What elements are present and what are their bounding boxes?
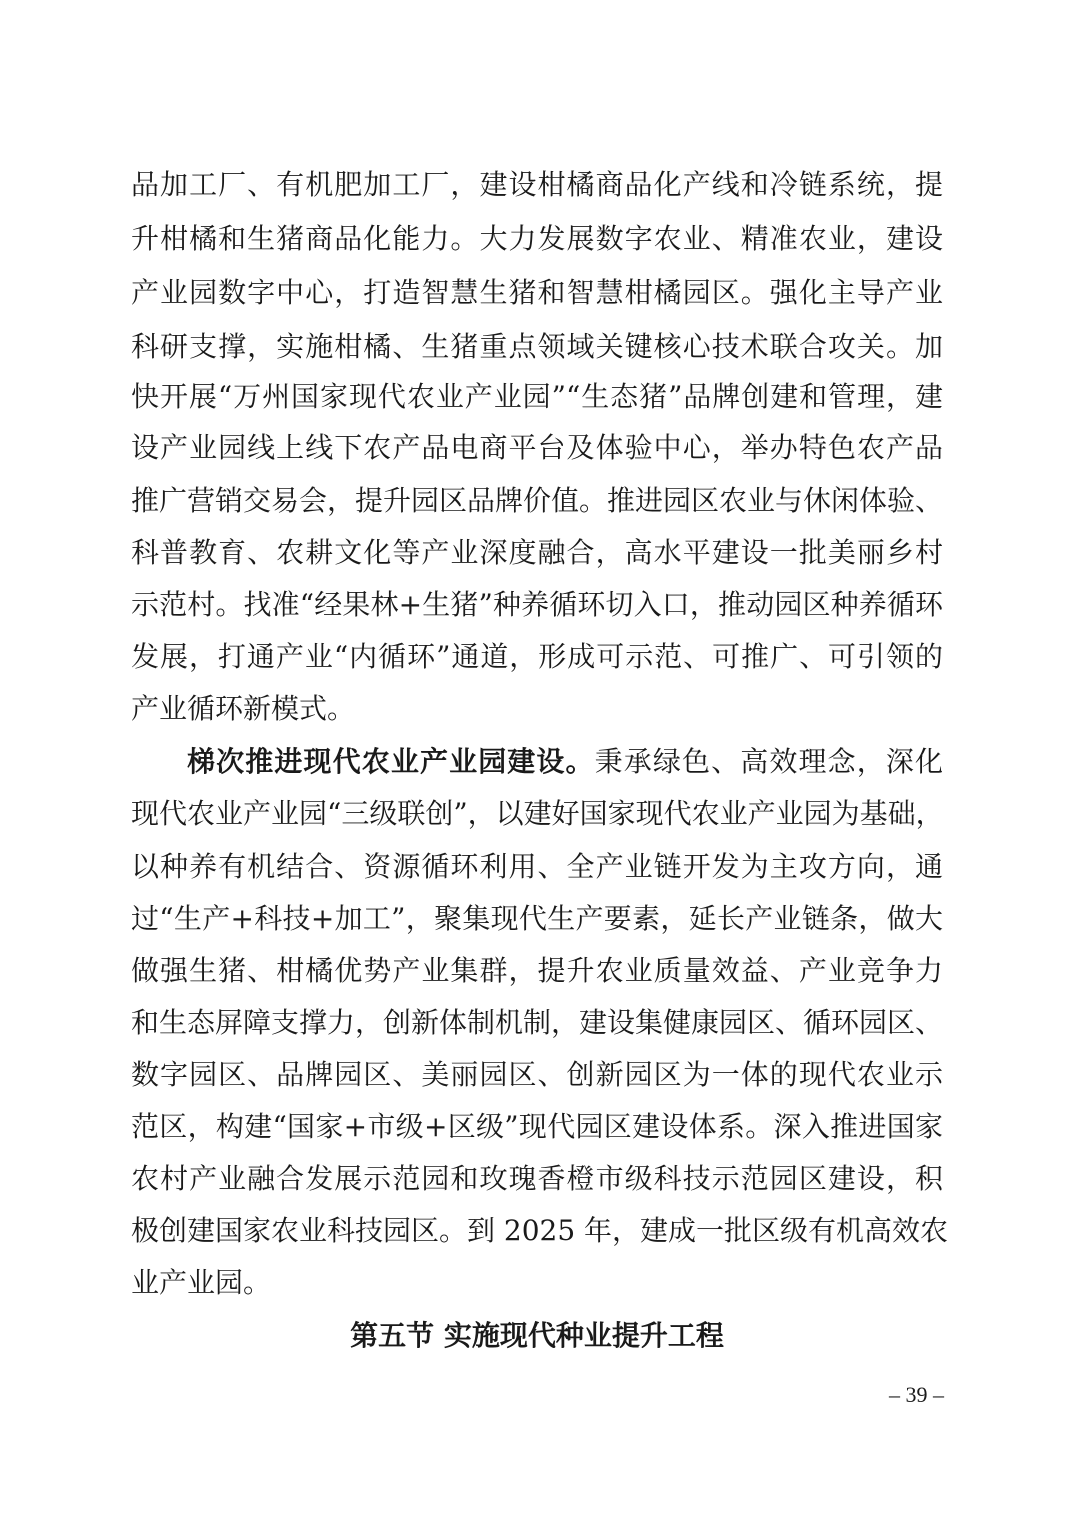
text-line: 农村产业融合发展示范园和玫瑰香橙市级科技示范园区建设，积 bbox=[131, 1162, 943, 1195]
page-number: – 39 – bbox=[889, 1382, 944, 1407]
section-heading: 第五节 实施现代种业提升工程 bbox=[350, 1319, 724, 1352]
text-line: 发展，打通产业“内循环”通道，形成可示范、可推广、可引领的 bbox=[131, 640, 943, 673]
text-line: 品加工厂、有机肥加工厂，建设柑橘商品化产线和冷链系统，提 bbox=[131, 168, 943, 201]
text-line: 极创建国家农业科技园区。到 2025 年，建成一批区级有机高效农 bbox=[131, 1214, 949, 1247]
text-line: 升柑橘和生猪商品化能力。大力发展数字农业、精准农业，建设 bbox=[131, 222, 943, 255]
text-line: 数字园区、品牌园区、美丽园区、创新园区为一体的现代农业示 bbox=[131, 1058, 943, 1091]
text-line: 现代农业产业园“三级联创”，以建好国家现代农业产业园为基础， bbox=[131, 797, 944, 830]
text-line: 示范村。找准“经果林+生猪”种养循环切入口，推动园区种养循环 bbox=[131, 588, 943, 621]
text-line: 推广营销交易会，提升园区品牌价值。推进园区农业与休闲体验、 bbox=[131, 484, 944, 517]
text-line: 快开展“万州国家现代农业产业园”“生态猪”品牌创建和管理，建 bbox=[131, 380, 943, 413]
text-line: 科研支撑，实施柑橘、生猪重点领域关键核心技术联合攻关。加 bbox=[131, 330, 943, 363]
text-line: 做强生猪、柑橘优势产业集群，提升农业质量效益、产业竞争力 bbox=[131, 954, 943, 987]
text-line: 产业园数字中心，打造智慧生猪和智慧柑橘园区。强化主导产业 bbox=[131, 276, 943, 309]
text-line: 设产业园线上线下农产品电商平台及体验中心，举办特色农产品 bbox=[131, 431, 943, 464]
text-line: 以种养有机结合、资源循环利用、全产业链开发为主攻方向，通 bbox=[131, 850, 943, 883]
text-line: 科普教育、农耕文化等产业深度融合，高水平建设一批美丽乡村 bbox=[131, 536, 943, 569]
text-line: 和生态屏障支撑力，创新体制机制，建设集健康园区、循环园区、 bbox=[131, 1006, 944, 1039]
lead-line-text: 秉承绿色、高效理念，深化 bbox=[594, 745, 943, 778]
paragraph-lead-heading: 梯次推进现代农业产业园建设。 bbox=[187, 745, 595, 778]
text-line: 过“生产+科技+加工”，聚集现代生产要素，延长产业链条，做大 bbox=[131, 902, 943, 935]
text-line: 业产业园。 bbox=[131, 1266, 272, 1299]
text-line: 产业循环新模式。 bbox=[131, 692, 356, 725]
text-line: 范区，构建“国家+市级+区级”现代园区建设体系。深入推进国家 bbox=[131, 1110, 943, 1143]
text-line-lead bbox=[187, 735, 943, 789]
